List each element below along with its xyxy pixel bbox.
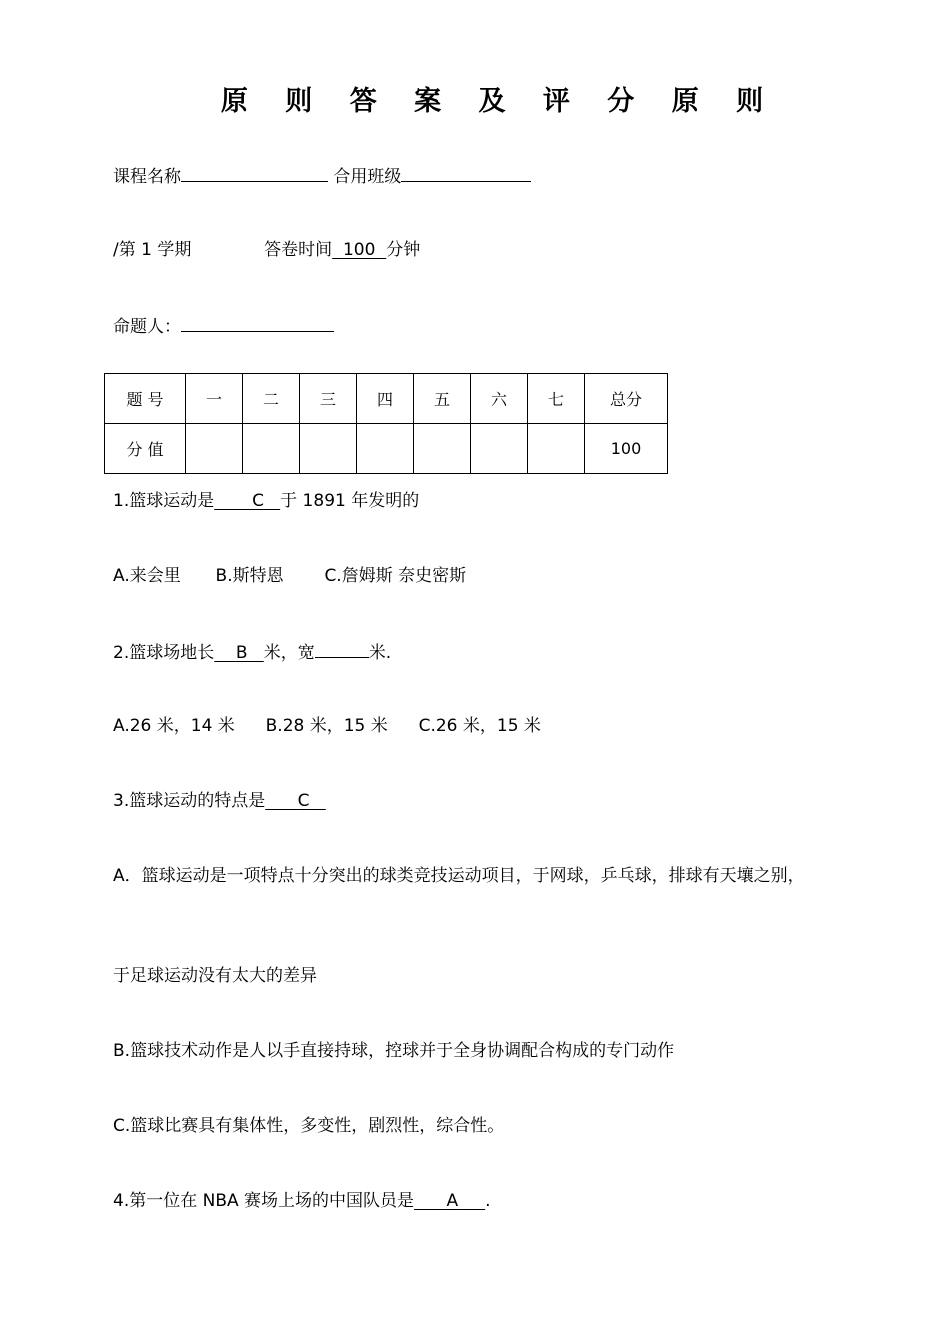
column-cell: 三 bbox=[300, 374, 357, 424]
column-cell: 五 bbox=[414, 374, 471, 424]
score-cell bbox=[186, 424, 243, 474]
question-text: 3.篮球运动的特点是 bbox=[113, 791, 266, 811]
score-cell bbox=[471, 424, 528, 474]
question-2 bbox=[113, 639, 391, 665]
option-c: C.詹姆斯 奈史密斯 bbox=[324, 566, 467, 586]
question-3-option-b: B.篮球技术动作是人以手直接持球，控球并于全身协调配合构成的专门动作 bbox=[113, 1041, 675, 1061]
column-cell: 七 bbox=[528, 374, 585, 424]
question-4 bbox=[113, 1189, 491, 1213]
table-row bbox=[105, 424, 668, 474]
page-title: 原 则 答 案 及 评 分 原 则 bbox=[220, 86, 778, 117]
time-unit: 分钟 bbox=[386, 240, 421, 260]
question-3-option-a: A．篮球运动是一项特点十分突出的球类竞技运动项目，于网球，乒乓球，排球有天壤之别， bbox=[113, 866, 805, 886]
header-cell: 题 号 bbox=[105, 374, 186, 424]
class-label: 合用班级 bbox=[333, 167, 402, 187]
term-text: /第 1 学期 bbox=[113, 240, 192, 260]
option-b: B.斯特恩 bbox=[215, 566, 284, 586]
question-text: 2.篮球场地长 bbox=[113, 643, 215, 663]
question-text: . bbox=[485, 1191, 491, 1211]
score-cell bbox=[357, 424, 414, 474]
time-label: 答卷时间 bbox=[264, 240, 333, 260]
answer-blank: C bbox=[297, 791, 310, 811]
width-blank bbox=[315, 639, 369, 658]
question-text: 1.篮球运动是 bbox=[113, 491, 215, 511]
author-blank bbox=[181, 313, 334, 332]
question-text: 于 1891 年发明的 bbox=[280, 491, 420, 511]
score-cell bbox=[243, 424, 300, 474]
question-1-options bbox=[113, 564, 466, 588]
header-cell: 分 值 bbox=[105, 424, 186, 474]
course-line bbox=[113, 163, 531, 189]
column-cell: 四 bbox=[357, 374, 414, 424]
answer-blank: A bbox=[446, 1191, 459, 1211]
score-cell bbox=[528, 424, 585, 474]
score-cell bbox=[300, 424, 357, 474]
course-blank bbox=[181, 163, 328, 182]
question-3-option-c: C.篮球比赛具有集体性，多变性，剧烈性，综合性。 bbox=[113, 1116, 505, 1136]
option-c: C.26 米，15 米 bbox=[418, 716, 541, 736]
term-line bbox=[113, 238, 420, 262]
answer-blank: B bbox=[235, 643, 248, 663]
class-blank bbox=[401, 163, 531, 182]
question-3-option-a-cont: 于足球运动没有太大的差异 bbox=[113, 966, 317, 986]
question-3 bbox=[113, 789, 326, 813]
option-b: B.28 米，15 米 bbox=[265, 716, 388, 736]
score-table bbox=[104, 373, 668, 474]
course-label: 课程名称 bbox=[113, 167, 181, 187]
table-row bbox=[105, 374, 668, 424]
column-cell: 二 bbox=[243, 374, 300, 424]
total-header-cell: 总分 bbox=[585, 374, 668, 424]
author-line bbox=[113, 313, 334, 339]
option-a: A.来会里 bbox=[113, 566, 181, 586]
question-text: 4.第一位在 NBA 赛场上场的中国队员是 bbox=[113, 1191, 415, 1211]
question-1 bbox=[113, 489, 419, 513]
question-2-options bbox=[113, 714, 541, 738]
author-text: 命题人： bbox=[113, 317, 181, 337]
time-value: 100 bbox=[342, 240, 376, 260]
total-value-cell: 100 bbox=[585, 424, 668, 474]
question-text: 米. bbox=[368, 643, 392, 663]
question-text: 米，宽 bbox=[263, 643, 315, 663]
answer-blank: C bbox=[252, 491, 264, 511]
score-cell bbox=[414, 424, 471, 474]
column-cell: 一 bbox=[186, 374, 243, 424]
option-a: A.26 米，14 米 bbox=[113, 716, 235, 736]
column-cell: 六 bbox=[471, 374, 528, 424]
